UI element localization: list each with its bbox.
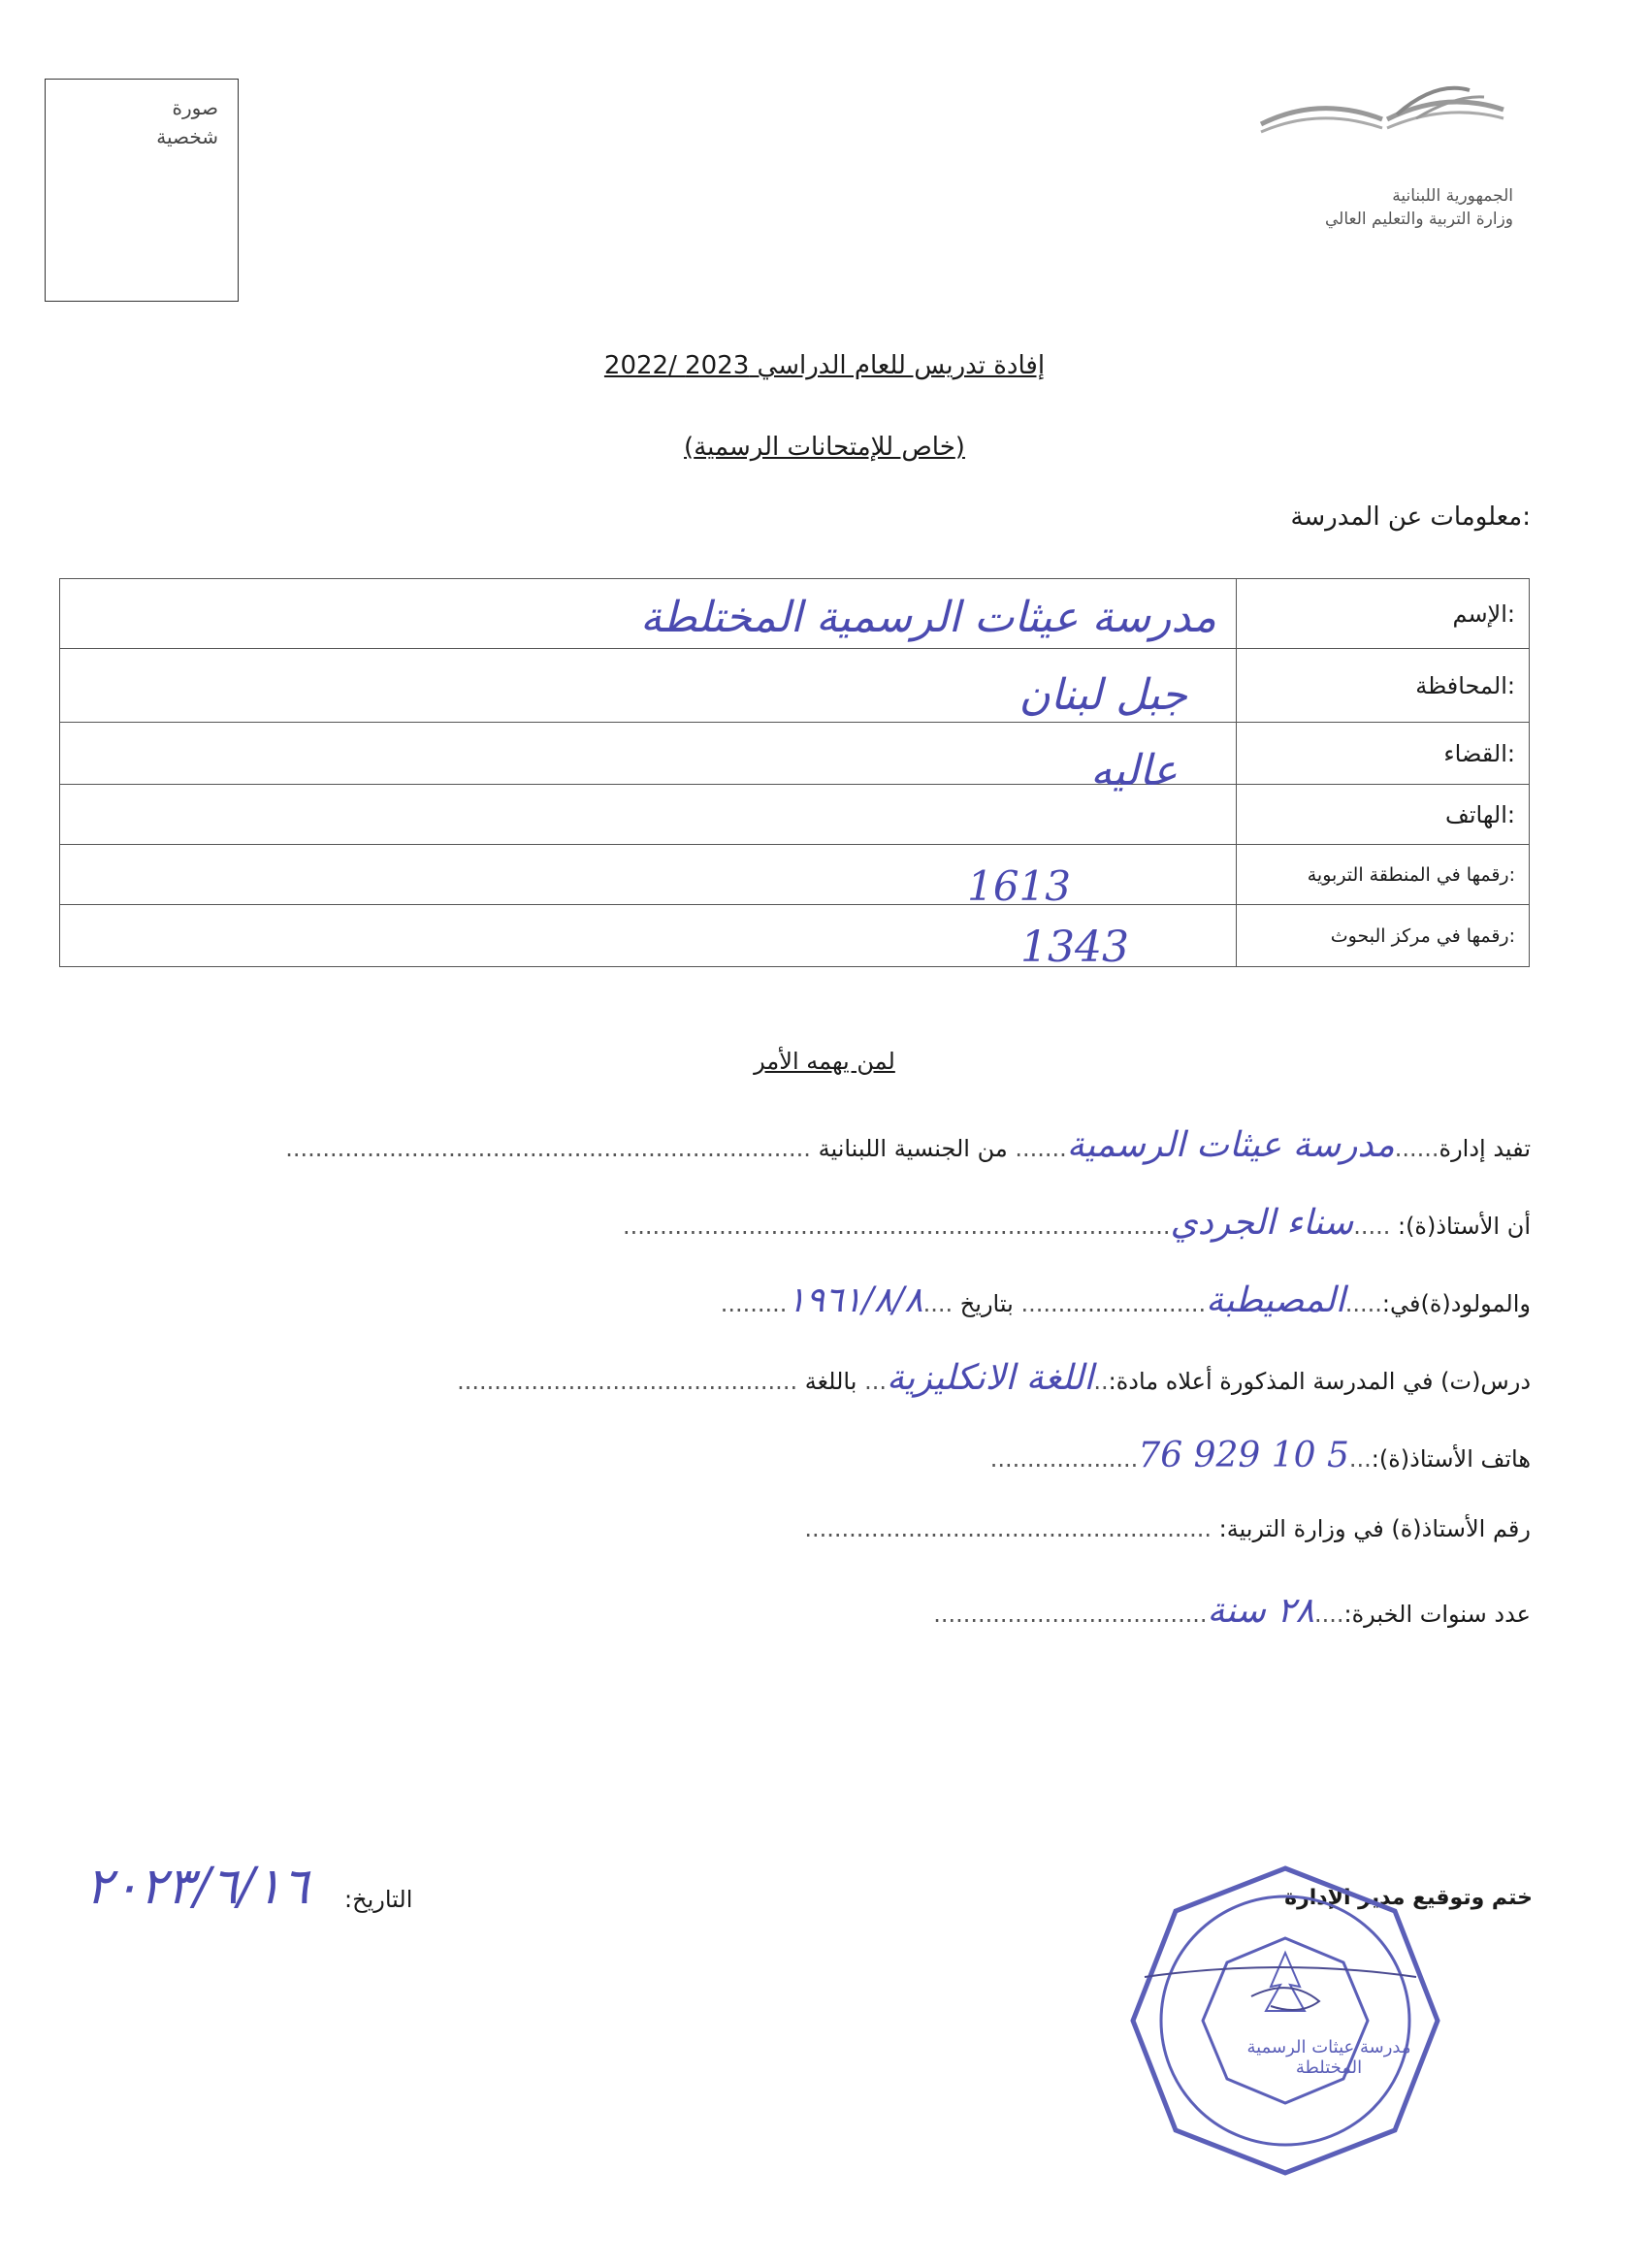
teacher-name-handwritten: سناء الجردي — [1170, 1203, 1354, 1243]
statement-line-subject: درس(ت) في المدرسة المذكورة أعلاه مادة:..اللغة الانكليزية... باللغة .............................................. — [457, 1358, 1531, 1398]
date-label: التاريخ: — [344, 1886, 413, 1913]
school-name-value: مدرسة عيثات الرسمية المختلطة — [60, 579, 1237, 649]
document-subtitle: (خاص للإمتحانات الرسمية) — [684, 433, 965, 462]
table-row — [60, 579, 1530, 649]
school-name-label: الإسم: — [1237, 579, 1530, 649]
statement-line-teacher: أن الأستاذ(ة): .....سناء الجردي.......................................................................... — [622, 1203, 1531, 1243]
research-center-number-label: رقمها في مركز البحوث: — [1237, 905, 1530, 967]
statement-line-ministry-number: رقم الأستاذ(ة) في وزارة التربية: ....................................................... — [804, 1515, 1531, 1542]
governorate-value: جبل لبنان — [60, 649, 1237, 723]
statement-line-birth: والمولود(ة)في:.....المصيطبة......................... بتاريخ ....١٩٦١/٨/٨......... — [720, 1280, 1531, 1320]
to-whom-heading: لمن يهمه الأمر — [754, 1048, 895, 1075]
statement-line-experience: عدد سنوات الخبرة:....٢٨ سنة..................................... — [933, 1591, 1531, 1631]
document-title: إفادة تدريس للعام الدراسي 2023 /2022 — [603, 351, 1046, 380]
birthdate-handwritten: ١٩٦١/٨/٨ — [787, 1280, 923, 1320]
table-row — [60, 905, 1530, 967]
edu-zone-number-label: رقمها في المنطقة التربوية: — [1237, 845, 1530, 905]
edu-zone-number-value: 1613 — [60, 845, 1237, 905]
photo-label: صورة شخصية — [156, 96, 218, 148]
research-center-number-value: 1343 — [60, 905, 1237, 967]
stamp-inner-text: مدرسة عيثات الرسمية المختلطة — [1246, 2037, 1411, 2078]
statement-line-school: تفيد إدارة......مدرسة عيثات الرسمية....... من الجنسية اللبنانية ....................................................................... — [285, 1125, 1531, 1165]
birthplace-handwritten: المصيطبة — [1206, 1280, 1345, 1320]
governorate-label: المحافظة: — [1237, 649, 1530, 723]
school-info-heading: معلومات عن المدرسة: — [1290, 502, 1531, 532]
school-stamp-icon — [1125, 1861, 1445, 2181]
experience-handwritten: ٢٨ سنة — [1207, 1591, 1314, 1631]
subject-handwritten: اللغة الانكليزية — [886, 1358, 1094, 1398]
phone-value — [60, 785, 1237, 845]
photo-placeholder — [45, 79, 239, 302]
district-label: القضاء: — [1237, 723, 1530, 785]
district-value: عاليه — [60, 723, 1237, 785]
table-row — [60, 723, 1530, 785]
table-row — [60, 649, 1530, 723]
statement-line-phone: هاتف الأستاذ(ة):...76 929 10 5.................... — [989, 1436, 1531, 1475]
teacher-phone-handwritten: 76 929 10 5 — [1138, 1436, 1349, 1475]
ministry-header: الجمهورية اللبنانية وزارة التربية والتعليم العالي — [1324, 186, 1513, 229]
signature-label: ختم وتوقيع مدير الإدارة — [1284, 1886, 1533, 1910]
table-row — [60, 845, 1530, 905]
school-handwritten: مدرسة عيثات الرسمية — [1066, 1125, 1395, 1165]
phone-label: الهاتف: — [1237, 785, 1530, 845]
date-handwritten: ٢٠٢٣/٦/١٦ — [85, 1858, 309, 1916]
school-info-table — [59, 578, 1530, 972]
table-row — [60, 785, 1530, 845]
